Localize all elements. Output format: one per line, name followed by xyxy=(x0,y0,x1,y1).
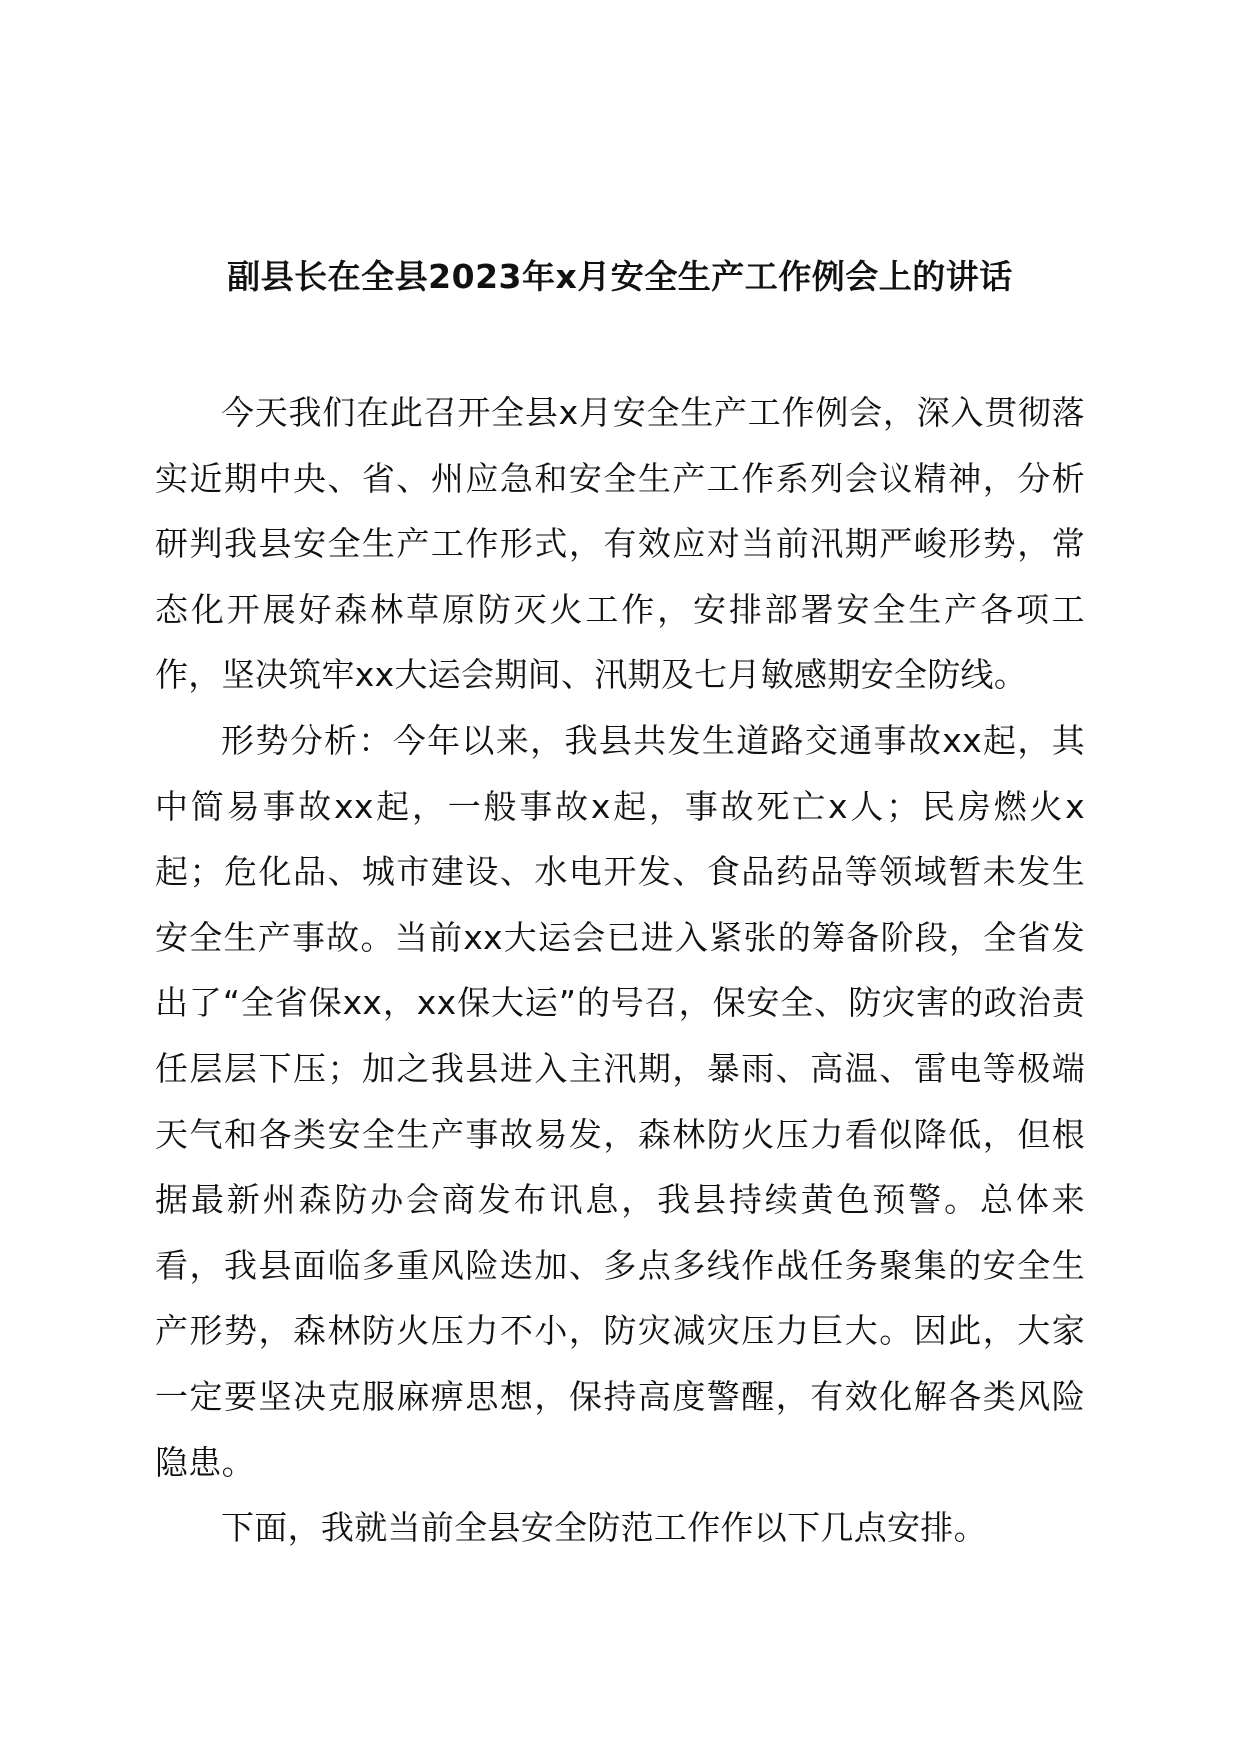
document-title: 副县长在全县2023年x月安全生产工作例会上的讲话 xyxy=(227,257,1013,296)
paragraph-arrangements: 下面，我就当前全县安全防范工作作以下几点安排。 xyxy=(221,1508,987,1548)
document-body xyxy=(155,380,1085,1561)
paragraph-intro: 今天我们在此召开全县x月安全生产工作例会，深入贯彻落实近期中央、省、州应急和安全生产工作系列会议精神，分析研判我县安全生产工作形式，有效应对当前汛期严峻形势，常态化开展好森林草原防灭火工作，安排部署安全生产各项工作，坚决筑牢xx大运会期间、汛期及七月敏感期安全防线。 xyxy=(155,393,1085,695)
paragraph-situation-analysis: 形势分析：今年以来，我县共发生道路交通事故xx起，其中简易事故xx起，一般事故x起，事故死亡x人；民房燃火x起；危化品、城市建设、水电开发、食品药品等领域暂未发生安全生产事故。当前xx大运会已进入紧张的筹备阶段，全省发出了“全省保xx，xx保大运”的号召，保安全、防灾害的政治责任层层下压；加之我县进入主汛期，暴雨、高温、雷电等极端天气和各类安全生产事故易发，森林防火压力看似降低，但根据最新州森防办会商发布讯息，我县持续黄色预警。总体来看，我县面临多重风险迭加、多点多线作战任务聚集的安全生产形势，森林防火压力不小，防灾减灾压力巨大。因此，大家一定要坚决克服麻痹思想，保持高度警醒，有效化解各类风险隐患。 xyxy=(155,720,1085,1482)
